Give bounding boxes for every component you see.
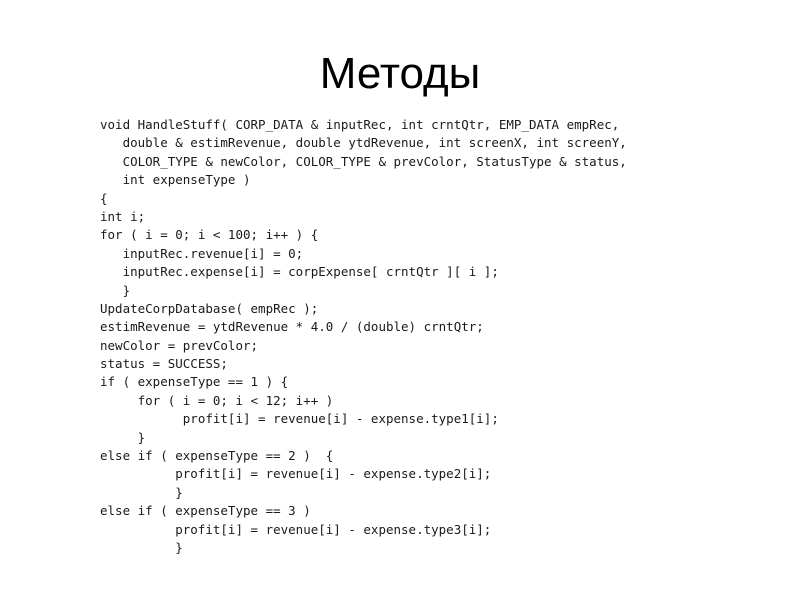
code-line: status = SUCCESS; [100, 356, 228, 372]
code-line: if ( expenseType == 1 ) { [100, 374, 289, 390]
code-line: estimRevenue = ytdRevenue * 4.0 / (double) crntQtr; [100, 319, 484, 335]
slide-title: Методы [319, 49, 481, 98]
code-line: } [100, 539, 183, 555]
code-listing [100, 116, 660, 557]
code-line: void HandleStuff( CORP_DATA & inputRec, int crntQtr, EMP_DATA empRec, [100, 117, 620, 132]
code-line: profit[i] = revenue[i] - expense.type1[i]; [100, 411, 499, 427]
code-line: } [100, 282, 131, 298]
code-line: else if ( expenseType == 2 ) { [100, 448, 334, 464]
code-line: } [100, 429, 146, 445]
code-line: double & estimRevenue, double ytdRevenue, int screenX, int screenY, [100, 135, 627, 151]
code-line: } [100, 484, 183, 500]
code-line: { [100, 190, 108, 206]
code-line: inputRec.revenue[i] = 0; [100, 245, 304, 261]
code-line: inputRec.expense[i] = corpExpense[ crntQtr ][ i ]; [100, 264, 499, 280]
code-line: int expenseType ) [100, 172, 251, 188]
code-line: UpdateCorpDatabase( empRec ); [100, 300, 319, 316]
code-line: else if ( expenseType == 3 ) [100, 503, 311, 519]
code-line: profit[i] = revenue[i] - expense.type2[i]; [100, 466, 492, 482]
code-line: newColor = prevColor; [100, 337, 259, 353]
code-line: for ( i = 0; i < 100; i++ ) { [100, 227, 319, 243]
code-line: int i; [100, 208, 146, 224]
code-line: COLOR_TYPE & newColor, COLOR_TYPE & prevColor, StatusType & status, [100, 153, 627, 169]
code-line: profit[i] = revenue[i] - expense.type3[i]; [100, 521, 492, 537]
code-line: for ( i = 0; i < 12; i++ ) [100, 392, 334, 408]
